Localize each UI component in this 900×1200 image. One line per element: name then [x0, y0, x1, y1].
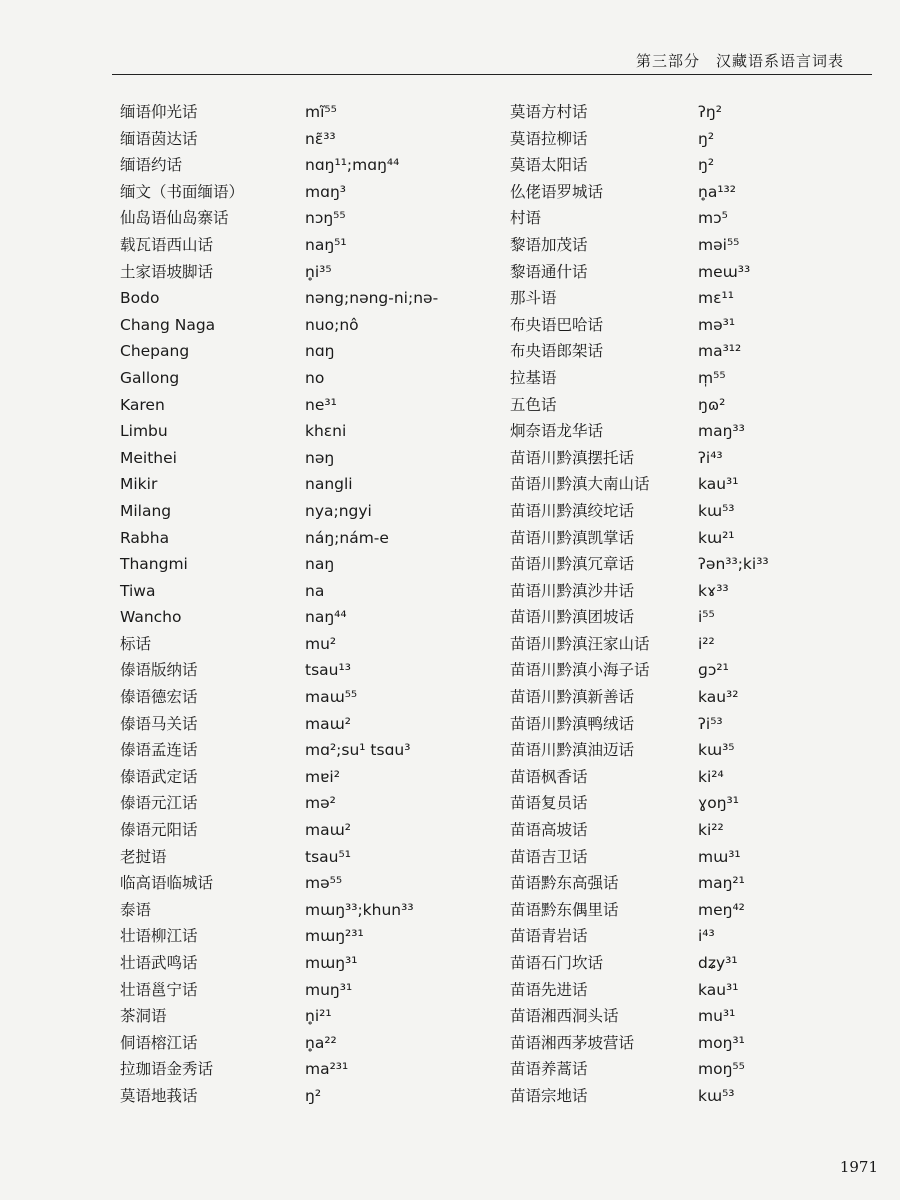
word-entry-row [510, 897, 870, 924]
language-name: 临高语临城话 [120, 874, 214, 893]
language-name: 拉基语 [510, 368, 557, 387]
word-entry-row [120, 1003, 490, 1030]
language-name: Mikir [120, 475, 158, 494]
language-name: 五色话 [510, 395, 557, 414]
language-name: 苗语黔东高强话 [510, 874, 619, 893]
language-name: 苗语湘西茅坡营话 [510, 1033, 635, 1052]
language-name: 苗语川黔滇沙井话 [510, 581, 635, 600]
word-entry-row [510, 817, 870, 844]
language-name: 苗语川黔滇大南山话 [510, 475, 650, 494]
language-name: 苗语吉卫话 [510, 847, 588, 866]
word-entry-row [120, 604, 490, 631]
word-form: moŋ⁵⁵ [698, 1060, 745, 1079]
word-entry-row [510, 445, 870, 472]
word-form: muŋ³¹ [305, 980, 353, 999]
word-entry-row [120, 977, 490, 1004]
word-entry-row [120, 1083, 490, 1110]
word-entry-row [510, 950, 870, 977]
page-header [0, 36, 900, 76]
language-name: 莫语地莪话 [120, 1086, 198, 1105]
language-name: 黎语加茂话 [510, 235, 588, 254]
word-form: meɯ³³ [698, 262, 751, 281]
word-entry-row [510, 737, 870, 764]
word-form: nəŋ [305, 448, 335, 467]
word-form: maɯ⁵⁵ [305, 688, 358, 707]
word-entry-row [120, 365, 490, 392]
word-entry-row [510, 152, 870, 179]
word-entry-row [120, 498, 490, 525]
word-entry-row [120, 870, 490, 897]
word-form: maŋ³³ [698, 422, 745, 441]
word-entry-row [510, 285, 870, 312]
language-name: 拉珈语金秀话 [120, 1060, 214, 1079]
word-form: naŋ⁴⁴ [305, 608, 347, 627]
word-entry-row [510, 790, 870, 817]
language-name: Thangmi [120, 555, 188, 574]
word-entry-row [120, 737, 490, 764]
word-entry-row [510, 498, 870, 525]
word-form: ŋɷ² [698, 395, 726, 414]
language-name: 标话 [120, 634, 152, 653]
word-entry-row [120, 259, 490, 286]
word-form: n̥a²² [305, 1033, 337, 1052]
language-name: 傣语德宏话 [120, 688, 198, 707]
language-name: 苗语川黔滇团坡话 [510, 608, 635, 627]
word-form: nɑŋ¹¹;mɑŋ⁴⁴ [305, 156, 400, 175]
word-entry-row [120, 312, 490, 339]
word-entry-row [120, 1056, 490, 1083]
language-name: Meithei [120, 448, 177, 467]
word-form: ɣoŋ³¹ [698, 794, 739, 813]
word-form: kɯ²¹ [698, 528, 735, 547]
word-form: kɯ⁵³ [698, 501, 735, 520]
word-entry-row [120, 897, 490, 924]
word-form: i²² [698, 634, 715, 653]
language-name: Wancho [120, 608, 182, 627]
word-entry-row [510, 338, 870, 365]
word-entry-row [510, 977, 870, 1004]
word-form: n̥i³⁵ [305, 262, 332, 281]
language-name: Gallong [120, 368, 180, 387]
language-name: 壮语邕宁话 [120, 980, 198, 999]
word-entry-row [510, 1003, 870, 1030]
word-entry-row [510, 1056, 870, 1083]
language-name: 苗语川黔滇冗章话 [510, 555, 635, 574]
language-name: 老挝语 [120, 847, 167, 866]
word-entry-row [120, 923, 490, 950]
word-form: naŋ [305, 555, 335, 574]
left-column [120, 99, 490, 1110]
language-name: 仙岛语仙岛寨话 [120, 209, 229, 228]
word-form: maɯ² [305, 821, 351, 840]
word-form: mɯŋ³³;khun³³ [305, 900, 414, 919]
word-entry-row [120, 152, 490, 179]
language-name: 苗语先进话 [510, 980, 588, 999]
language-name: Bodo [120, 289, 160, 308]
language-name: 土家语坡脚话 [120, 262, 214, 281]
word-form: n̥a¹³² [698, 182, 736, 201]
word-form: kau³¹ [698, 980, 739, 999]
word-entry-row [120, 551, 490, 578]
word-form: maŋ²¹ [698, 874, 745, 893]
word-form: nangli [305, 475, 353, 494]
word-form: ki²² [698, 821, 724, 840]
word-entry-row [510, 259, 870, 286]
word-form: n̥i²¹ [305, 1007, 332, 1026]
word-entry-row [510, 631, 870, 658]
word-entry-row [120, 285, 490, 312]
word-entry-row [510, 657, 870, 684]
word-entry-row [510, 1083, 870, 1110]
word-form: na [305, 581, 325, 600]
word-entry-row [510, 418, 870, 445]
word-entry-row [120, 525, 490, 552]
word-form: mɯŋ³¹ [305, 954, 358, 972]
word-form: kau³² [698, 688, 739, 707]
language-name: 苗语川黔滇新善话 [510, 688, 635, 707]
language-name: 傣语马关话 [120, 714, 198, 733]
language-name: 泰语 [120, 900, 152, 919]
word-form: ɡɔ²¹ [698, 661, 729, 680]
language-name: 苗语石门坎话 [510, 954, 604, 972]
language-name: 仫佬语罗城话 [510, 182, 604, 201]
word-entry-row [510, 232, 870, 259]
language-name: 载瓦语西山话 [120, 235, 214, 254]
language-name: 苗语湘西洞头话 [510, 1007, 619, 1026]
word-form: nɔŋ⁵⁵ [305, 209, 346, 228]
word-form: moŋ³¹ [698, 1033, 745, 1052]
word-form: mɯ³¹ [698, 847, 741, 866]
word-form: náŋ;nám-e [305, 528, 389, 547]
language-name: 苗语川黔滇汪家山话 [510, 634, 650, 653]
word-entry-row [120, 684, 490, 711]
word-form: kau³¹ [698, 475, 739, 494]
language-name: 傣语元江话 [120, 794, 198, 813]
word-form: ʔi⁵³ [698, 714, 723, 733]
word-form: ʔən³³;ki³³ [698, 555, 769, 574]
word-form: kɯ⁵³ [698, 1086, 735, 1105]
word-entry-row [120, 126, 490, 153]
language-name: Rabha [120, 528, 170, 547]
language-name: 缅语仰光话 [120, 103, 198, 121]
word-entry-row [510, 205, 870, 232]
word-entry-row [120, 392, 490, 419]
language-name: 侗语榕江话 [120, 1033, 198, 1052]
header-divider [112, 74, 872, 75]
word-entry-row [120, 631, 490, 658]
word-entry-row [510, 179, 870, 206]
word-form: kɤ³³ [698, 581, 729, 600]
word-entry-row [510, 99, 870, 126]
page-number: 1971 [839, 1158, 878, 1176]
language-name: Tiwa [120, 581, 156, 600]
language-name: 苗语川黔滇凯掌话 [510, 528, 635, 547]
word-entry-row [120, 578, 490, 605]
language-name: 缅语茵达话 [120, 129, 198, 148]
word-entry-row [120, 844, 490, 871]
language-name: 傣语版纳话 [120, 661, 198, 680]
word-form: tsau¹³ [305, 661, 351, 680]
word-form: mĩ⁵⁵ [305, 103, 337, 121]
language-name: 莫语方村话 [510, 103, 588, 121]
right-column [510, 99, 870, 1110]
word-form: mɔ⁵ [698, 209, 728, 228]
language-name: 莫语太阳话 [510, 156, 588, 175]
word-entry-row [120, 205, 490, 232]
language-name: Chepang [120, 342, 190, 361]
word-form: nəng;nəng-ni;nə- [305, 289, 439, 308]
language-name: 黎语通什话 [510, 262, 588, 281]
word-form: məi⁵⁵ [698, 235, 740, 254]
word-form: ʔŋ² [698, 103, 722, 121]
language-name: 傣语武定话 [120, 767, 198, 786]
language-name: 傣语元阳话 [120, 821, 198, 840]
word-entry-row [120, 338, 490, 365]
language-name: Limbu [120, 422, 168, 441]
language-name: 苗语川黔滇油迈话 [510, 741, 635, 760]
word-entry-row [510, 312, 870, 339]
word-form: ŋ² [698, 156, 715, 175]
word-form: mu³¹ [698, 1007, 736, 1026]
language-name: Karen [120, 395, 165, 414]
word-entry-row [120, 950, 490, 977]
word-form: m̩⁵⁵ [698, 368, 726, 387]
word-form: dʑy³¹ [698, 954, 738, 972]
word-entry-row [510, 471, 870, 498]
word-entry-row [120, 99, 490, 126]
language-name: 那斗语 [510, 289, 557, 308]
word-entry-row [510, 870, 870, 897]
language-name: 苗语青岩话 [510, 927, 588, 946]
language-name: 炯奈语龙华话 [510, 422, 604, 441]
word-form: nya;ngyi [305, 501, 372, 520]
language-name: 莫语拉柳话 [510, 129, 588, 148]
word-entry-row [510, 844, 870, 871]
language-name: 傣语孟连话 [120, 741, 198, 760]
word-form: nɛ̃³³ [305, 129, 336, 148]
word-entry-row [120, 764, 490, 791]
word-entry-row [510, 365, 870, 392]
word-form: mɐi² [305, 767, 340, 786]
word-form: ne³¹ [305, 395, 337, 414]
language-name: 苗语川黔滇小海子话 [510, 661, 650, 680]
language-name: 壮语武鸣话 [120, 954, 198, 972]
word-entry-row [510, 525, 870, 552]
word-entry-row [510, 392, 870, 419]
language-name: 村语 [510, 209, 542, 228]
word-form: ma²³¹ [305, 1060, 349, 1079]
word-form: nɑŋ [305, 342, 335, 361]
word-entry-row [510, 604, 870, 631]
language-name: 苗语高坡话 [510, 821, 588, 840]
word-entry-row [510, 578, 870, 605]
word-form: mɑ²;su¹ tsɑu³ [305, 741, 411, 760]
word-form: ŋ² [305, 1086, 322, 1105]
language-name: 苗语养蒿话 [510, 1060, 588, 1079]
word-form: maɯ² [305, 714, 351, 733]
word-form: mu² [305, 634, 337, 653]
word-form: mə² [305, 794, 336, 813]
word-form: mə⁵⁵ [305, 874, 343, 893]
language-name: Milang [120, 501, 172, 520]
language-name: 苗语川黔滇鸭绒话 [510, 714, 635, 733]
word-form: nuo;nô [305, 315, 359, 334]
word-form: mə³¹ [698, 315, 736, 334]
language-name: 苗语枫香话 [510, 767, 588, 786]
word-entry-row [120, 817, 490, 844]
word-entry-row [120, 790, 490, 817]
word-entry-row [510, 1030, 870, 1057]
word-form: mɑŋ³ [305, 182, 346, 201]
word-form: ma³¹² [698, 342, 742, 361]
language-name: 苗语宗地话 [510, 1086, 588, 1105]
word-form: mɯŋ²³¹ [305, 927, 364, 946]
language-name: 苗语黔东偶里话 [510, 900, 619, 919]
language-name: 壮语柳江话 [120, 927, 198, 946]
word-form: khɛni [305, 422, 347, 441]
word-form: mɛ¹¹ [698, 289, 734, 308]
word-entry-row [120, 471, 490, 498]
word-entry-row [120, 179, 490, 206]
word-entry-row [120, 418, 490, 445]
word-entry-row [120, 711, 490, 738]
language-name: 布央语郎架话 [510, 342, 604, 361]
language-name: 苗语川黔滇绞坨话 [510, 501, 635, 520]
language-name: 茶洞语 [120, 1007, 167, 1026]
word-entry-row [510, 711, 870, 738]
language-name: 苗语川黔滇摆托话 [510, 448, 635, 467]
word-entry-row [120, 657, 490, 684]
word-entry-row [120, 232, 490, 259]
word-form: naŋ⁵¹ [305, 235, 347, 254]
language-name: 缅语约话 [120, 156, 183, 175]
word-form: tsau⁵¹ [305, 847, 351, 866]
word-form: ŋ² [698, 129, 715, 148]
word-entry-row [510, 551, 870, 578]
word-entry-row [120, 445, 490, 472]
word-entry-row [510, 764, 870, 791]
word-form: ki²⁴ [698, 767, 724, 786]
language-name: 苗语复员话 [510, 794, 588, 813]
word-form: kɯ³⁵ [698, 741, 735, 760]
word-form: meŋ⁴² [698, 900, 745, 919]
word-entry-row [510, 923, 870, 950]
word-entry-row [510, 126, 870, 153]
word-form: i⁵⁵ [698, 608, 715, 627]
word-form: ʔi⁴³ [698, 448, 723, 467]
language-name: 缅文（书面缅语） [120, 182, 245, 201]
section-title: 第三部分 汉藏语系语言词表 [635, 52, 844, 70]
language-name: Chang Naga [120, 315, 216, 334]
word-entry-row [120, 1030, 490, 1057]
language-name: 布央语巴哈话 [510, 315, 604, 334]
word-form: i⁴³ [698, 927, 715, 946]
word-form: no [305, 368, 325, 387]
word-entry-row [510, 684, 870, 711]
